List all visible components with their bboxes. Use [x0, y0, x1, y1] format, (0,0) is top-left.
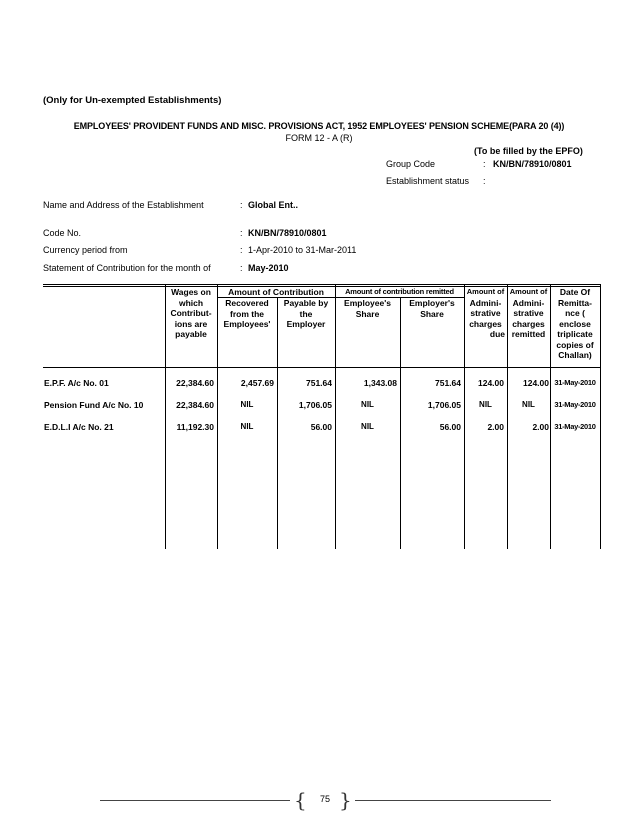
table-header-bottom-rule	[43, 367, 601, 368]
establishment-note: (Only for Un-exempted Establishments)	[43, 95, 222, 106]
form-title: FORM 12 - A (R)	[285, 133, 353, 143]
cell-employee-share: 1,343.08	[363, 378, 397, 388]
header-employee-share: Employee's Share	[344, 298, 391, 319]
cell-admin-remitted: 124.00	[523, 378, 549, 388]
col-divider	[335, 284, 336, 549]
code-no-colon: :	[240, 228, 243, 238]
establishment-name-colon: :	[240, 200, 243, 210]
header-amount-contribution: Amount of Contribution	[228, 287, 324, 297]
establishment-name-label: Name and Address of the Establishment	[43, 200, 204, 210]
header-recovered: Recovered from the Employees'	[223, 298, 271, 329]
group-code-label: Group Code	[386, 159, 436, 169]
code-no-label: Code No.	[43, 228, 82, 238]
footer-rule-right	[355, 800, 551, 801]
statement-month-label: Statement of Contribution for the month of	[43, 263, 211, 273]
footer-right-brace: }	[339, 788, 352, 812]
establishment-status-label: Establishment status	[386, 176, 470, 186]
cell-recovered: 2,457.69	[240, 378, 274, 388]
cell-remittance-date: 31-May-2010	[554, 378, 596, 387]
header-amount-remitted: Amount of contribution remitted	[345, 287, 454, 296]
cell-wages: 11,192.30	[176, 422, 214, 432]
epfo-note: (To be filled by the EPFO)	[474, 146, 583, 156]
currency-period-value: 1-Apr-2010 to 31-Mar-2011	[248, 245, 357, 255]
cell-recovered: NIL	[240, 422, 254, 431]
cell-payable: 56.00	[310, 422, 332, 432]
establishment-status-colon: :	[483, 176, 486, 186]
cell-payable: 1,706.05	[298, 400, 332, 410]
cell-admin-due: 124.00	[478, 378, 504, 388]
code-no-value: KN/BN/78910/0801	[248, 228, 327, 238]
header-employer-share: Employer's Share	[409, 298, 455, 319]
statement-month-value: May-2010	[248, 263, 289, 273]
currency-period-label: Currency period from	[43, 245, 128, 255]
row-label-edli: E.D.L.I A/c No. 21	[44, 422, 114, 432]
cell-remittance-date: 31-May-2010	[554, 422, 596, 431]
currency-period-colon: :	[240, 245, 243, 255]
cell-remittance-date: 31-May-2010	[554, 400, 596, 409]
cell-admin-due: NIL	[479, 400, 492, 409]
cell-admin-remitted: NIL	[522, 400, 535, 409]
cell-employer-share: 56.00	[439, 422, 461, 432]
group-code-colon: :	[483, 159, 486, 169]
header-remittance-date: Date Of Remitta- nce ( enclose triplicate copies of Challan)	[556, 287, 594, 360]
footer-left-brace: {	[294, 788, 307, 812]
header-admin-due: Amount of Admini- strative charges due	[466, 287, 505, 339]
cell-wages: 22,384.60	[176, 400, 214, 410]
cell-employee-share: NIL	[361, 400, 374, 409]
cell-admin-due: 2.00	[487, 422, 504, 432]
page-number: 75	[319, 794, 330, 804]
row-label-epf: E.P.F. A/c No. 01	[44, 378, 109, 388]
cell-employer-share: 1,706.05	[427, 400, 461, 410]
cell-recovered: NIL	[240, 400, 254, 409]
statement-month-colon: :	[240, 263, 243, 273]
row-label-pension: Pension Fund A/c No. 10	[44, 400, 144, 410]
header-payable: Payable by the Employer	[283, 298, 329, 329]
group-code-value: KN/BN/78910/0801	[493, 159, 572, 169]
cell-employee-share: NIL	[361, 422, 374, 431]
cell-wages: 22,384.60	[176, 378, 214, 388]
cell-employer-share: 751.64	[435, 378, 461, 388]
establishment-name-value: Global Ent..	[248, 200, 299, 210]
cell-payable: 751.64	[306, 378, 332, 388]
act-title: EMPLOYEES' PROVIDENT FUNDS AND MISC. PROVISIONS ACT, 1952 EMPLOYEES' PENSION SCHEME(PARA 20 (4))	[73, 121, 565, 131]
cell-admin-remitted: 2.00	[532, 422, 549, 432]
header-wages: Wages on which Contribut- ions are payable	[170, 287, 212, 339]
footer-rule-left	[100, 800, 290, 801]
col-divider	[600, 284, 601, 549]
contribution-table	[43, 284, 601, 549]
header-admin-remitted: Amount of Admini- strative charges remitted	[509, 287, 548, 339]
